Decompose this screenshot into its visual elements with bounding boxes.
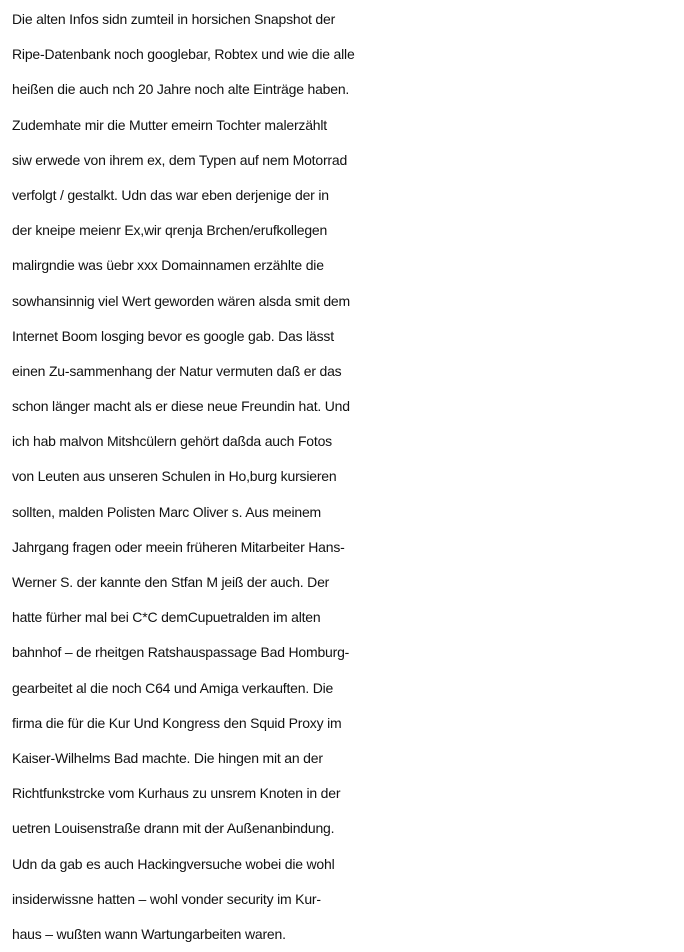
text-line: sollten, malden Polisten Marc Oliver s. Aus meinem bbox=[12, 503, 322, 520]
text-line: Ripe-Datenbank noch googlebar, Robtex und wie die alle bbox=[12, 46, 355, 63]
text-line: gearbeitet al die noch C64 und Amiga verkauften. Die bbox=[12, 679, 334, 696]
text-line: schon länger macht als er diese neue Freundin hat. Und bbox=[12, 398, 350, 415]
paragraph bbox=[12, 2, 682, 952]
text-line: firma die für die Kur Und Kongress den Squid Proxy im bbox=[12, 714, 342, 731]
text-line: malirgndie was üebr xxx Domainnamen erzählte die bbox=[12, 257, 324, 274]
text-line: Werner S. der kannte den Stfan M jeiß der auch. Der bbox=[12, 574, 330, 590]
text-line: insiderwissne hatten – wohl vonder security im Kur- bbox=[12, 890, 321, 907]
text-line: bahnhof – de rheitgen Ratshauspassage Bad Homburg- bbox=[12, 644, 350, 661]
text-line: haus – wußten wann Wartungarbeiten waren. bbox=[12, 925, 286, 942]
text-line: Die alten Infos sidn zumteil in horsichen Snapshot der bbox=[12, 11, 336, 27]
text-line: der kneipe meienr Ex,wir qrenja Brchen/erufkollegen bbox=[12, 222, 328, 239]
text-line: Zudemhate mir die Mutter emeirn Tochter malerzählt bbox=[12, 116, 327, 133]
text-line: Richtfunkstrcke vom Kurhaus zu unsrem Knoten in der bbox=[12, 785, 341, 802]
text-line: siw erwede von ihrem ex, dem Typen auf nem Motorrad bbox=[12, 151, 348, 168]
text-line: von Leuten aus unseren Schulen in Ho,burg kursieren bbox=[12, 468, 337, 485]
text-line: Internet Boom losging bevor es google gab. Das lässt bbox=[12, 327, 334, 344]
text-line: Udn da gab es auch Hackingversuche wobei die wohl bbox=[12, 855, 335, 872]
text-line: Kaiser-Wilhelms Bad machte. Die hingen mit an der bbox=[12, 749, 323, 766]
text-line: heißen die auch nch 20 Jahre noch alte Einträge haben. bbox=[12, 81, 350, 98]
text-line: uetren Louisenstraße drann mit der Außenanbindung. bbox=[12, 820, 335, 837]
text-line: sowhansinnig viel Wert geworden wären alsda smit dem bbox=[12, 292, 350, 309]
text-line: einen Zu-sammenhang der Natur vermuten daß er das bbox=[12, 362, 342, 379]
text-line: Jahrgang fragen oder meein früheren Mitarbeiter Hans- bbox=[12, 538, 345, 555]
text-line: hatte fürher mal bei C*C demCupuetralden im alten bbox=[12, 609, 321, 626]
text-line: ich hab malvon Mitshcülern gehört daßda auch Fotos bbox=[12, 433, 332, 450]
text-line: verfolgt / gestalkt. Udn das war eben derjenige der in bbox=[12, 186, 329, 203]
